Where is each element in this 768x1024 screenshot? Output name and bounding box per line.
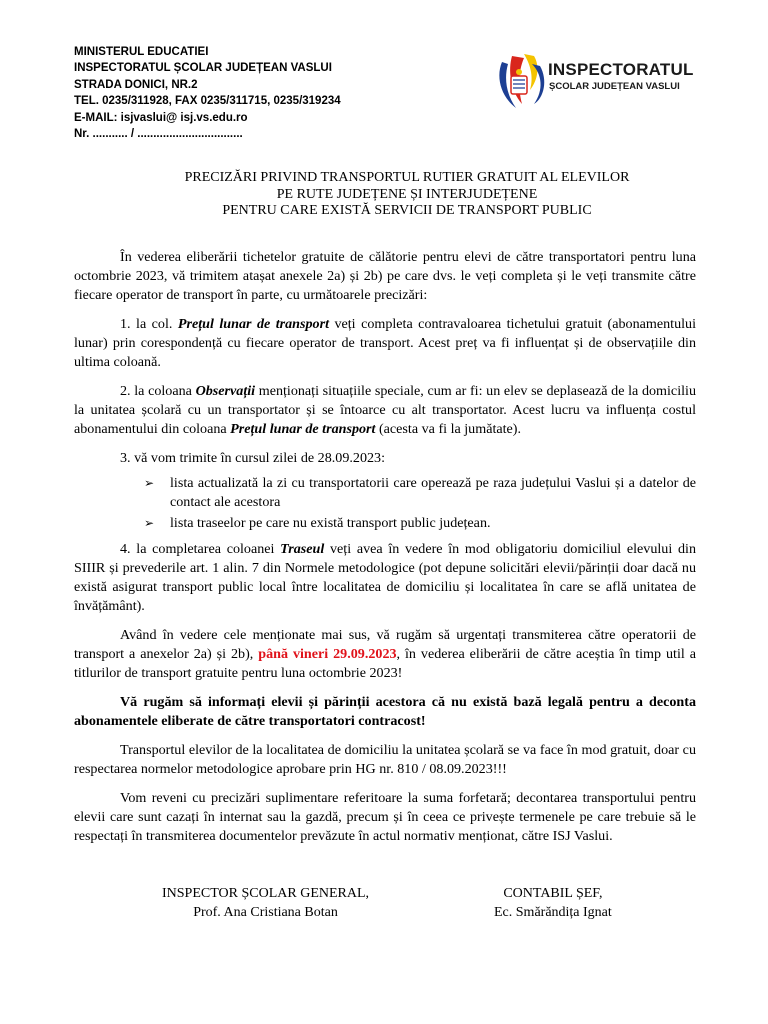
ministry-name: MINISTERUL EDUCATIEI bbox=[74, 46, 209, 58]
deadline-paragraph: Având în vedere cele menționate mai sus, vă rugăm să urgentați transmiterea către operatorii de transport a anexelor 2a) și 2b), până vineri 29.09.2023, în vederea eliberării de către aceștia în timp util a titlurilor de transport gratuite pentru luna octombrie 2023! bbox=[74, 627, 697, 681]
point-2: 2. la coloana Observații menționați situațiile speciale, cum ar fi: un elev se deplasează de la domiciliu la unitatea școlară cu un transportator și se întoarce cu alt transportator. Acest lucru va influența costul abonamentului din coloana Prețul lunar de transport (acesta va fi la jumătate). bbox=[74, 383, 696, 437]
signature-title: CONTABIL ȘEF, bbox=[503, 886, 603, 901]
document-body bbox=[74, 248, 696, 856]
email: E-MAIL: isjvaslui@ isj.vs.edu.ro bbox=[74, 111, 248, 124]
signature-name: Ec. Smărăndița Ignat bbox=[494, 905, 612, 920]
registration-number: Nr. ........... / ................................. bbox=[74, 128, 243, 141]
title-line-2: PE RUTE JUDEȚENE ȘI INTERJUDEȚENE bbox=[276, 186, 538, 202]
signature-title: INSPECTOR ȘCOLAR GENERAL, bbox=[162, 886, 370, 901]
warning-paragraph: Vă rugăm să informați elevii și părinții acestora că nu există bază legală pentru a deconta abonamentele eliberate de către transportatori contracost! bbox=[74, 694, 696, 729]
title-line-1: PRECIZĂRI PRIVIND TRANSPORTUL RUTIER GRATUIT AL ELEVILOR bbox=[184, 170, 630, 185]
free-transport-paragraph: Transportul elevilor de la localitatea de domiciliu la unitatea școlară se va face în mod gratuit, doar cu respectarea normelor metodologice aprobare prin HG nr. 810 / 08.09.2023!!! bbox=[74, 742, 696, 777]
document-title bbox=[74, 170, 740, 220]
list-item: ➢ lista actualizată la zi cu transportatorii care operează pe raza județului Vaslui și a datelor de contact ale acestora bbox=[144, 475, 696, 510]
point-1: 1. la col. Prețul lunar de transport veți completa contravaloarea tichetului gratuit (abonamentului lunar) prin corespondență cu fiecare operator de transport. Acest preț va fi influențat și de observațiile din ultima coloană. bbox=[74, 316, 696, 370]
logo-emblem-icon bbox=[494, 50, 548, 114]
price-column-name-2: Prețul lunar de transport bbox=[230, 421, 376, 437]
signature-inspector bbox=[162, 884, 369, 922]
follow-up-paragraph: Vom reveni cu precizări suplimentare referitoare la suma forfetară; decontarea transportului pentru elevii care sunt cazați în internat sau la gazdă, precum și în ceea ce privește termenele pe care trebuie să le respectați în transmiterea documentelor prevăzute în actul normativ menționat, către ISJ Vaslui. bbox=[74, 790, 696, 844]
isj-logo bbox=[494, 50, 714, 114]
signature-name: Prof. Ana Cristiana Botan bbox=[193, 905, 338, 920]
deadline-date: până vineri 29.09.2023 bbox=[258, 646, 397, 662]
phone-fax: TEL. 0235/311928, FAX 0235/311715, 0235/319234 bbox=[74, 95, 341, 108]
observations-column-name: Observații bbox=[195, 383, 256, 399]
arrow-bullet-icon: ➢ bbox=[144, 516, 155, 530]
arrow-bullet-icon: ➢ bbox=[144, 476, 155, 490]
institution-name: INSPECTORATUL ȘCOLAR JUDEȚEAN VASLUI bbox=[74, 62, 332, 75]
logo-subtitle: ȘCOLAR JUDEȚEAN VASLUI bbox=[549, 81, 680, 92]
letterhead bbox=[74, 44, 341, 142]
price-column-name: Prețul lunar de transport bbox=[177, 316, 329, 332]
list-item: ➢ lista traseelor pe care nu există transport public județean. bbox=[144, 515, 491, 531]
signature-accountant bbox=[494, 884, 612, 922]
route-column-name: Traseul bbox=[280, 541, 325, 557]
point-3: 3. vă vom trimite în cursul zilei de 28.09.2023: bbox=[120, 450, 385, 466]
bullet-list bbox=[74, 474, 696, 533]
address: STRADA DONICI, NR.2 bbox=[74, 78, 198, 91]
intro-paragraph: În vederea eliberării tichetelor gratuite de călătorie pentru elevi de către transportatori pentru luna octombrie 2023, vă trimitem atașat anexele 2a) și 2b) pe care dvs. le veți completa și le veți transmite către fiecare operator de transport în parte, cu următoarele precizări: bbox=[74, 249, 696, 303]
logo-title: INSPECTORATUL bbox=[548, 60, 694, 79]
title-line-3: PENTRU CARE EXISTĂ SERVICII DE TRANSPORT PUBLIC bbox=[222, 203, 592, 218]
point-4: 4. la completarea coloanei Traseul veți avea în vedere în mod obligatoriu domiciliul elevului din SIIIR și prevederile art. 1 alin. 7 din Normele metodologice (pot depune solicitări elevii/părinții doar dacă nu există asigurat transport public local între localitatea de domiciliu și localitatea în care se află unitatea de învățământ). bbox=[74, 541, 696, 614]
